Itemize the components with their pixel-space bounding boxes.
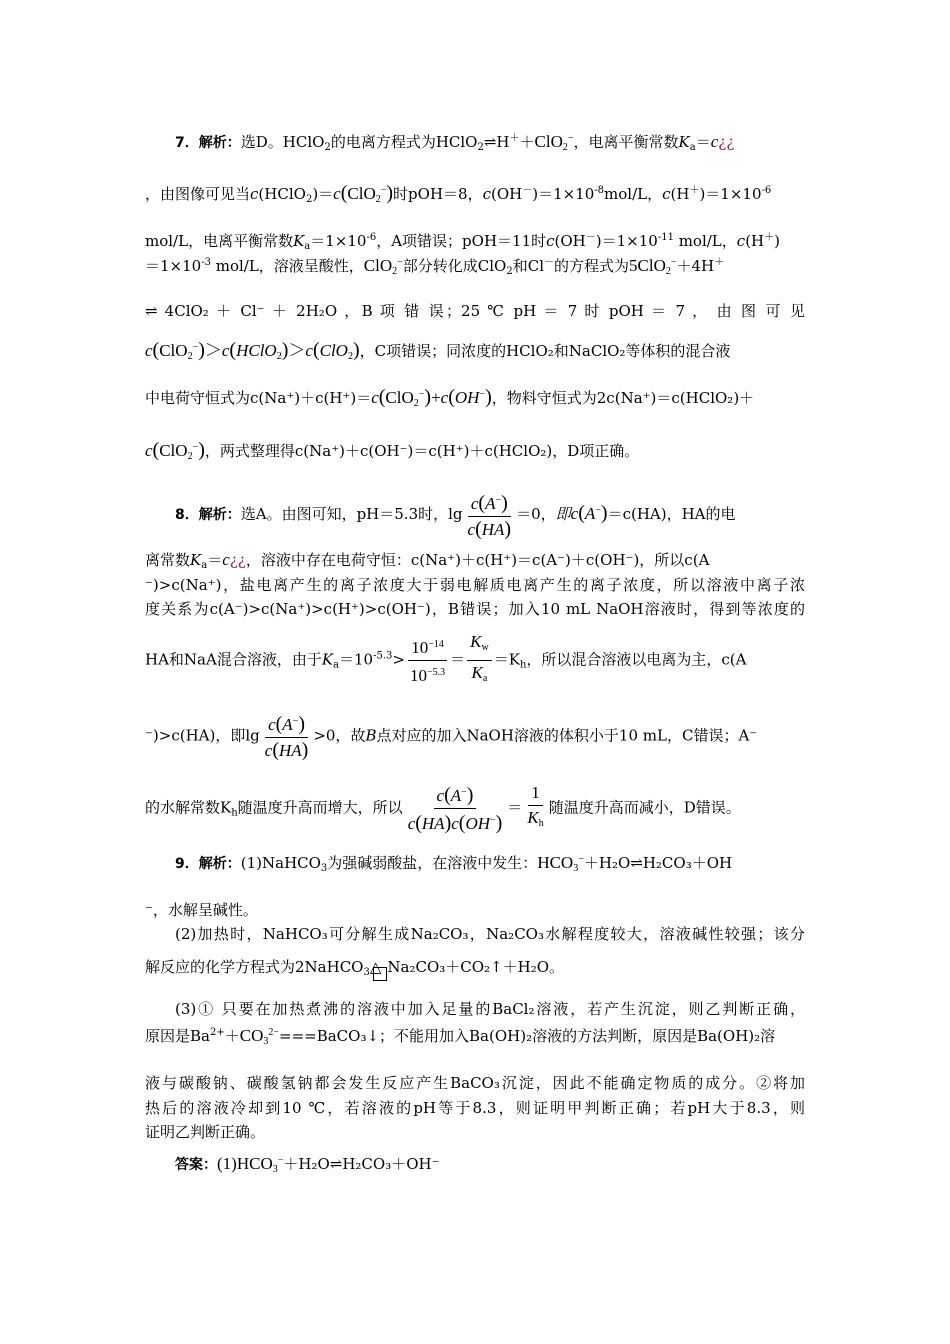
- q7-line-3: mol/L，电离平衡常数$K_a=1\times 10^{-6}$，A项错误；pOH＝11时$c(OH^-)=1\times 10^{-11}$ mol/L，c(H＋): [145, 232, 780, 252]
- q7-line-1: 7．解析：选D。HClO$_2$的电离方程式为HClO$_2$⇌H＋＋ClO$_2$−，电离平衡常数$K_a=c¿¿$: [175, 132, 735, 153]
- q8-line-2: 离常数$K_a=c¿¿$，溶液中存在电荷守恒：c(Na⁺)＋c(H⁺)＝c(A⁻)＋c(OH⁻)，所以c(A: [145, 550, 710, 571]
- q9-line-4: 解反应的化学方程式为2NaHCO$_3$△ Na₂CO₃＋CO₂↑＋H₂O。: [145, 955, 805, 984]
- q9-line-2: ⁻，水解呈碱性。: [145, 901, 258, 919]
- q7-line-2: ，由图像可见当c(HClO$_2$)＝c(ClO$_2$−)时pOH＝8，$c(OH^-)=1\times 10^{-8}mol/L$，$c(H^+)=1\times 10^{-6}$: [145, 182, 772, 205]
- q9-line-8: 热后的溶液冷却到10 ℃，若溶液的pH等于8.3，则证明甲判断正确；若pH大于8.3，则: [145, 1099, 805, 1117]
- q9-answer: 答案：$(1)HCO_3^-+H_2O\rightleftharpoons H_2CO_3+OH^-$: [175, 1154, 440, 1175]
- q9-line-3: (2)加热时，NaHCO₃可分解生成Na₂CO₃，Na₂CO₃水解程度较大，溶液碱性较强；该分: [175, 925, 805, 943]
- q9-line-9: 证明乙判断正确。: [145, 1123, 266, 1141]
- q8-line-6: ⁻)>c(HA)，即lg $\frac{c(A^-)}{c(HA)}$ >0，故B点对应的加入NaOH溶液的体积小于10 mL，C错误；A⁻: [145, 710, 805, 762]
- q8-line-4: 度关系为c(A⁻)>c(Na⁺)>c(H⁺)>c(OH⁻)，B错误；加入10 mL NaOH溶液时，得到等浓度的: [145, 600, 805, 618]
- q8-line-3: ⁻)>c(Na⁺)，盐电离产生的离子浓度大于弱电解质电离产生的离子浓度，所以溶液中离子浓: [145, 576, 805, 594]
- q7-label: 7．解析：: [175, 135, 241, 151]
- q8-line-1: 8．解析：选A。由图可知，pH＝5.3时，lg $\frac{c(A^-)}{c(HA)}$ ＝0，即c(A−)＝c(HA)，HA的电: [175, 487, 805, 539]
- q9-line-5: (3)① 只要在加热煮沸的溶液中加入足量的BaCl₂溶液，若产生沉淀，则乙判断正确，: [175, 1000, 805, 1018]
- q7-line-7: 中电荷守恒式为c(Na⁺)＋c(H⁺)＝c(ClO$_2$−)+c(OH−)，物料守恒式为2c(Na⁺)＝c(HClO₂)＋: [145, 386, 755, 409]
- q7-line-6: c(ClO$_2$−)＞c(HClO$_2$)＞c(ClO$_2$)，C项错误；同浓度的HClO₂和NaClO₂等体积的混合液: [145, 339, 731, 362]
- q7-line-8: c(ClO$_2$−)，两式整理得c(Na⁺)＋c(OH⁻)＝c(H⁺)＋c(HClO₂)，D项正确。: [145, 439, 640, 462]
- q7-line-5: ⇌ 4ClO₂ ＋ Cl⁻ ＋ 2H₂O ，B 项 错 误；25 ℃ pH ＝ 7 时 pOH ＝ 7 ， 由 图 可 见: [145, 302, 805, 320]
- box-symbol: [373, 967, 387, 981]
- q9-line-7: 液与碳酸钠、碳酸氢钠都会发生反应产生BaCO₃沉淀，因此不能确定物质的成分。②将加: [145, 1074, 805, 1092]
- q7-line-4: $=1\times 10^{-3}$ mol/L，溶液呈酸性，ClO$_2$−部分转化成ClO$_2$和Cl－的方程式为5ClO$_2$−＋4H＋: [145, 256, 725, 277]
- q9-line-1: 9．解析：(1)NaHCO$_3$为强碱弱酸盐，在溶液中发生：$HCO_3^-+H_2O\rightleftharpoons H_2CO_3+OH$: [175, 853, 733, 874]
- q9-line-6: 原因是$Ba^{2+}+CO_3^{2-}===BaCO_3↓$；不能用加入Ba(OH)₂溶液的方法判断，原因是Ba(OH)₂溶: [145, 1026, 776, 1047]
- q8-line-5: HA和NaA混合溶液，由于$K_a=10^{-5.3}>$ $\frac{10^{-14}}{10^{-5.3}}$ ＝ $\frac{K_w}{K_a}$ $=K_h$，所以混合溶液以电离为主，c(A: [145, 632, 747, 685]
- q8-line-7: 的水解常数$K_h$随温度升高而增大，所以 $\frac{c(A^-)}{c(HA)c(OH^-)}$ ＝ $\frac{1}{K_h}$ 随温度升高而减小，D错误。: [145, 783, 741, 834]
